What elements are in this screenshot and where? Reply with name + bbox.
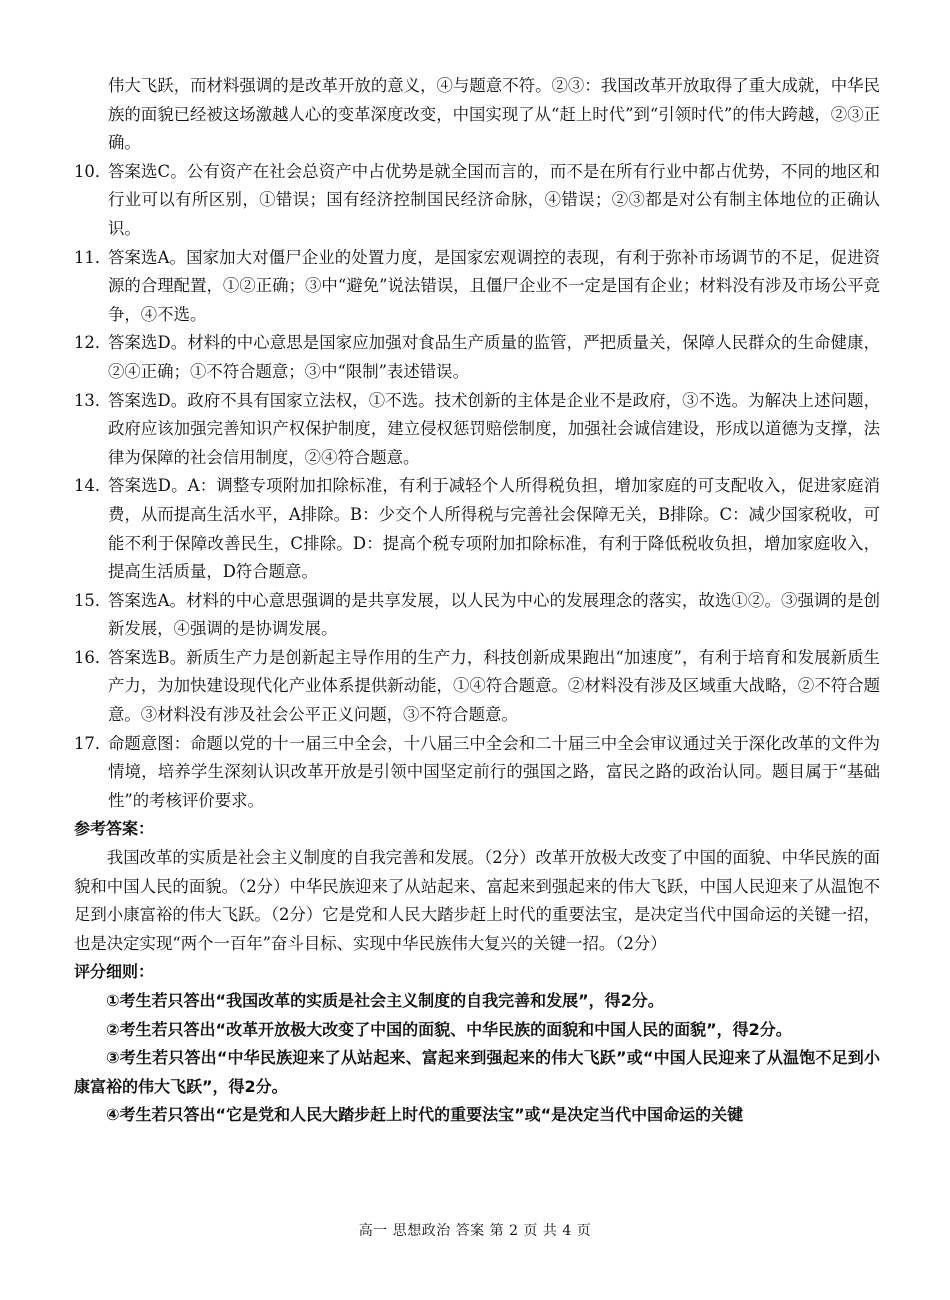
- reference-answer-label: 参考答案：: [74, 819, 155, 839]
- answer-text: 命题意图：命题以党的十一届三中全会，十八届三中全会和二十届三中全会审议通过关于深化改革的文件为情境，培养学生深刻认识改革开放是引领中国坚定前行的强国之路，富民之路的政治认同。题目属于“基础性”的考核评价要求。: [108, 733, 880, 810]
- answer-text: 答案选C。公有资产在社会总资产中占优势是就全国而言的，而不是在所有行业中都占优势，不同的地区和行业可以有所区别，①错误；国有经济控制国民经济命脉，④错误；②③都是对公有制主体地位的正确认识。: [108, 161, 880, 238]
- answer-number: 13．: [74, 390, 112, 410]
- answer-number: 10．: [74, 161, 112, 181]
- answer-text: 答案选A。国家加大对僵尸企业的处置力度，是国家宏观调控的表现，有利于弥补市场调节的不足，促进资源的合理配置，①②正确；③中“避免”说法错误，且僵尸企业不一定是国有企业；材料没有涉及市场公平竞争，④不选。: [108, 247, 880, 324]
- answer-text: 答案选D。政府不具有国家立法权，①不选。技术创新的主体是企业不是政府，③不选。为解决上述问题，政府应该加强完善知识产权保护制度，建立侵权惩罚赔偿制度，加强社会诚信建设，形成以道德为支撑，法律为保障的社会信用制度，②④符合题意。: [108, 390, 880, 467]
- scoring-rule-3: ③考生若只答出“中华民族迎来了从站起来、富起来到强起来的伟大飞跃”或“中国人民迎来了从温饱不足到小康富裕的伟大飞跃”，得2分。: [74, 1048, 880, 1096]
- answer-item-11: [74, 244, 880, 330]
- scoring-rules-label: 评分细则：: [74, 962, 155, 982]
- scoring-rule-1: ①考生若只答出“我国改革的实质是社会主义制度的自我完善和发展”，得2分。: [106, 991, 664, 1010]
- answer-text: 答案选D。材料的中心意思是国家应加强对食品生产质量的监管，严把质量关，保障人民群众的生命健康，②④正确；①不符合题意；③中“限制”表述错误。: [108, 333, 880, 381]
- answer-item-12: [74, 329, 880, 386]
- lead-paragraph: 伟大飞跃，而材料强调的是改革开放的意义，④与题意不符。②③：我国改革开放取得了重大成就，中华民族的面貌已经被这场激越人心的变革深度改变，中国实现了从“赶上时代”到“引领时代”的伟大跨越，②③正确。: [108, 76, 880, 153]
- answer-number: 14．: [74, 476, 112, 496]
- answer-item-15: [74, 587, 880, 644]
- answer-page: [74, 72, 880, 1130]
- answer-text: 答案选D。A：调整专项附加扣除标准，有利于减轻个人所得税负担，增加家庭的可支配收入，促进家庭消费，从而提高生活水平，A排除。B：少交个人所得税与完善社会保障无关，B排除。C：减少国家税收，可能不利于保障改善民生，C排除。D：提高个税专项附加扣除标准，有利于降低税收负担，增加家庭收入，提高生活质量，D符合题意。: [108, 476, 880, 582]
- answer-item-14: [74, 472, 880, 586]
- answer-item-13: [74, 387, 880, 473]
- reference-answer-text: 我国改革的实质是社会主义制度的自我完善和发展。（2分）改革开放极大改变了中国的面貌、中华民族的面貌和中国人民的面貌。（2分）中华民族迎来了从站起来、富起来到强起来的伟大飞跃，中国人民迎来了从温饱不足到小康富裕的伟大飞跃。（2分）它是党和人民大踏步赶上时代的重要法宝，是决定当代中国命运的关键一招，也是决定实现“两个一百年”奋斗目标、实现中华民族伟大复兴的关键一招。（2分）: [74, 848, 880, 953]
- answer-item-16: [74, 644, 880, 730]
- answer-text: 答案选B。新质生产力是创新起主导作用的生产力，科技创新成果跑出“加速度”，有利于培育和发展新质生产力，为加快建设现代化产业体系提供新动能，①④符合题意。②材料没有涉及区域重大战略，②不符合题意。③材料没有涉及社会公平正义问题，③不符合题意。: [108, 647, 880, 725]
- scoring-rule-4: ④考生若只答出“它是党和人民大踏步赶上时代的重要法宝”或“是决定当代中国命运的关键: [106, 1105, 744, 1125]
- answer-number: 15．: [74, 590, 112, 610]
- answer-number: 11．: [74, 247, 112, 267]
- answer-number: 17．: [74, 733, 112, 753]
- answer-text: 答案选A。材料的中心意思强调的是共享发展，以人民为中心的发展理念的落实，故选①②。③强调的是创新发展，④强调的是协调发展。: [108, 590, 880, 639]
- answer-number: 16．: [74, 647, 112, 667]
- answer-item-10: [74, 158, 880, 244]
- page-footer: 高一 思想政治 答案 第 2 页 共 4 页: [358, 1223, 592, 1239]
- scoring-rule-2: ②考生若只答出“改革开放极大改变了中国的面貌、中华民族的面貌和中国人民的面貌”，得2分。: [106, 1019, 792, 1039]
- answer-item-17: [74, 730, 880, 816]
- answer-number: 12．: [74, 333, 112, 353]
